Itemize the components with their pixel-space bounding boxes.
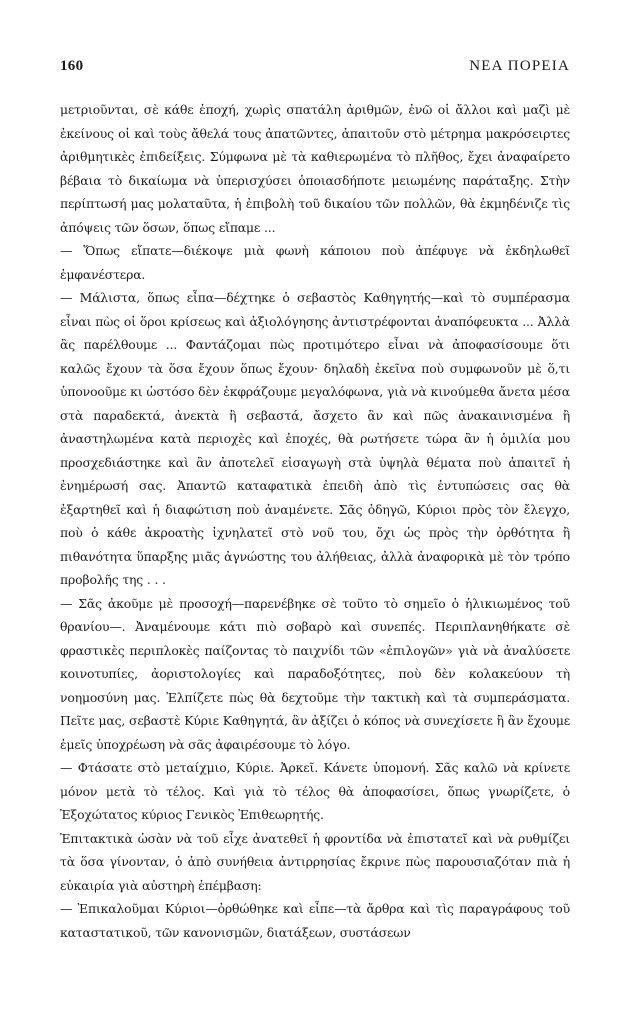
page-number: 160 — [60, 58, 84, 74]
paragraph: — Μάλιστα, ὅπως εἶπα—δέχτηκε ὁ σεβαστὸς Καθηγητής—καὶ τὸ συμπέρασμα εἶναι πὼς οἱ ὅροι κρίσεως καὶ ἀξιολόγησης ἀντιστρέφονται ἀναπόφευκτα ... Ἀλλὰ ἂς παρέλθουμε ... Φαντάζομαι πὼς προτιμότερο εἶναι νὰ ἀποφασίσουμε ὅτι καλῶς ἔχουν τὰ ὅσα ἔχουν ὅπως ἔχουν· δηλαδὴ ἐκεῖνα ποὺ συμφωνοῦν μὲ ὅ,τι ὑπονοοῦμε κι ὡστόσο δὲν ἐκφράζουμε μεγαλόφωνα, γιὰ νὰ κινούμεθα ἄνετα μέσα στὰ παραδεκτά, ἀνεκτὰ ἢ σεβαστά, ἄσχετο ἂν καὶ πῶς ἀνακαινισμένα ἢ ἀναστηλωμένα κατὰ περιοχὲς καὶ ἐποχές, θὰ ρωτήσετε τώρα ἂν ἡ ὁμιλία μου προσχεδιάστηκε καὶ ἂν ἀποτελεῖ εἰσαγωγὴ στὰ ὑψηλὰ θέματα ποὺ ἀπαιτεῖ ἡ ἐνημέρωσή σας. Ἀπαντῶ καταφατικὰ ἐπειδὴ ἀπὸ τὶς ἐντυπώσεις σας θὰ ἐξαρτηθεῖ καὶ ἡ διαφώτιση ποὺ ἀναμένετε. Σᾶς ὁδηγῶ, Κύριοι πρὸς τὸν ἔλεγχο, ποὺ ὁ κάθε ἀκροατὴς ἰχνηλατεῖ στὸ νοῦ του, ὄχι ὡς πρὸς τὴν ὀρθότητα ἢ πιθανότητα ὕπαρξης μιᾶς ἀγνώστης του ἀλήθειας, ἀλλὰ ἀναφορικὰ μὲ τὸν τρόπο προβολῆς της . . . — [60, 290, 570, 587]
paragraph: — Φτάσατε στὸ μεταίχμιο, Κύριε. Ἀρκεῖ. Κάνετε ὑπομονή. Σᾶς καλῶ νὰ κρίνετε μόνον μετὰ τὸ τέλος. Καὶ γιὰ τὸ τέλος θὰ ἀποφασίσει, ὅπως γνωρίζετε, ὁ Ἐξοχώτατος κύριος Γενικὸς Ἐπιθεωρητής. — [60, 760, 570, 822]
paragraph: Ἐπιτακτικὰ ὡσὰν νὰ τοῦ εἶχε ἀνατεθεῖ ἡ φροντίδα νὰ ἐπιστατεῖ καὶ νὰ ρυθμίζει τὰ ὅσα γίνονταν, ὁ ἀπὸ συνήθεια ἀντιρρησίας ἔκρινε πὼς παρουσιαζόταν πιὰ ἡ εὐκαιρία γιὰ αὐστηρὴ ἐπέμβαση: — [60, 830, 570, 893]
paragraph: — Σᾶς ἀκοῦμε μὲ προσοχή—παρενέβηκε σὲ τοῦτο τὸ σημεῖο ὁ ἡλικιωμένος τοῦ θρανίου—. Ἀναμένουμε κάτι πιὸ σοβαρὸ καὶ συνεπές. Περιπλανηθήκατε σὲ φραστικὲς περιπλοκὲς παίζοντας τὸ παιχνίδι τῶν «ἐπιλογῶν» γιὰ νὰ ἀναλύσετε κοινοτυπίες, ἀοριστολογίες καὶ παραδοξότητες, ποὺ δὲν κολακεύουν τὴ νοημοσύνη μας. Ἐλπίζετε πὼς θὰ δεχτοῦμε τὴν τακτικὴ καὶ τὰ συμπεράσματα. Πεῖτε μας, σεβαστὲ Κύριε Καθηγητά, ἂν ἀξίζει ὁ κόπος νὰ συνεχίσετε ἢ ἂν ἔχουμε ἐμεῖς ὑποχρέωση νὰ σᾶς ἀφαιρέσουμε τὸ λόγο. — [60, 595, 570, 752]
page-header — [60, 58, 570, 80]
paragraph: μετριοῦνται, σὲ κάθε ἐποχή, χωρὶς σπατάλη ἀριθμῶν, ἐνῶ οἱ ἄλλοι καὶ μαζὶ μὲ ἐκείνους οἱ καὶ τοὺς ἄθελά τους ἀπατῶντες, ἀπαιτοῦν στὸ μέτρημα μακρόσειρτες ἀριθμητικὲς ἐπιδείξεις. Σύμφωνα μὲ τὰ καθιερωμένα τὸ πλῆθος, ἔχει ἀναφαίρετο βέβαια τὸ δικαίωμα νὰ ὑπερισχύσει ὁποιασδήποτε μειωμένης παράταξης. Στὴν περίπτωσή μας μολαταῦτα, ἡ ἐπιβολὴ τοῦ δικαίου τῶν πολλῶν, θὰ ἐκμηδένιζε τὶς ἀπόψεις τῶν ὅσων, ὅπως εἴπαμε ... — [60, 102, 570, 235]
paragraph: — Ἐπικαλοῦμαι Κύριοι—ὀρθώθηκε καὶ εἶπε—τὰ ἄρθρα καὶ τὶς παραγράφους τοῦ καταστατικοῦ, τῶν κανονισμῶν, διατάξεων, συστάσεων — [60, 901, 570, 940]
body-text — [60, 98, 570, 944]
running-title: ΝΕΑ ΠΟΡΕΙΑ — [469, 58, 570, 74]
paragraph: — Ὅπως εἴπατε—διέκοψε μιὰ φωνὴ κάποιου ποὺ ἀπέφυγε νὰ ἐκδηλωθεῖ ἐμφανέστερα. — [60, 243, 570, 282]
